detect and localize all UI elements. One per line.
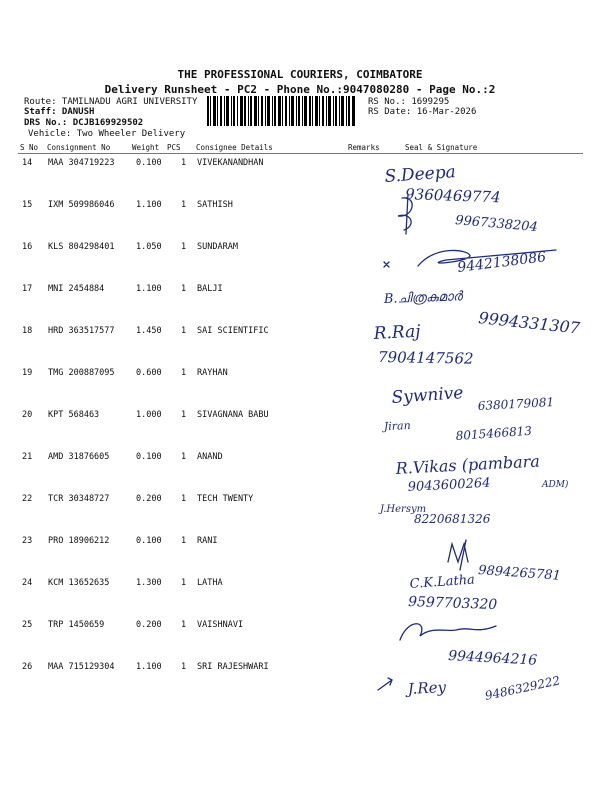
row-weight: 0.100: [136, 452, 162, 462]
runsheet-subtitle: Delivery Runsheet - PC2 - Phone No.:9047080280 - Page No.:2: [104, 83, 496, 96]
col-consignee: Consignee Details: [196, 143, 273, 152]
row-consignment: KPT 568463: [48, 410, 100, 420]
row-pcs: 1: [181, 494, 187, 504]
row-pcs: 1: [181, 326, 187, 336]
row-sno: 16: [22, 242, 33, 252]
table-row: [0, 284, 600, 304]
row-consignee: RANI: [197, 536, 218, 546]
signature-note: ADM): [542, 480, 569, 490]
vehicle-label: Vehicle: Two Wheeler Delivery: [28, 129, 186, 139]
row-weight: 0.100: [136, 158, 162, 168]
signature-phone: 8015466813: [455, 423, 533, 443]
row-weight: 1.000: [136, 410, 162, 420]
table-row: [0, 494, 600, 514]
row-weight: 1.050: [136, 242, 162, 252]
row-sno: 15: [22, 200, 33, 210]
row-consignment: MAA 304719223: [48, 158, 115, 168]
table-row: [0, 536, 600, 556]
row-sno: 20: [22, 410, 33, 420]
row-consignee: VAISHNAVI: [197, 620, 244, 630]
row-consignment: PRO 18906212: [48, 536, 110, 546]
row-consignment: IXM 509986046: [48, 200, 115, 210]
row-sno: 21: [22, 452, 33, 462]
table-row: [0, 410, 600, 430]
row-pcs: 1: [181, 158, 187, 168]
signature-name: S.Deepa: [383, 162, 457, 187]
signature-phone: 8220681326: [414, 512, 491, 526]
signature-name: J.Hersym: [380, 504, 427, 515]
table-row: [0, 158, 600, 178]
row-consignment: KCM 13652635: [48, 578, 110, 588]
row-weight: 0.200: [136, 620, 162, 630]
row-pcs: 1: [181, 284, 187, 294]
row-sno: 22: [22, 494, 33, 504]
signature-phone: 9043600264: [407, 475, 491, 495]
row-weight: 1.300: [136, 578, 162, 588]
row-pcs: 1: [181, 200, 187, 210]
signature-phone: 9360469774: [404, 185, 501, 207]
signature-phone: 9597703320: [407, 594, 498, 614]
row-weight: 1.450: [136, 326, 162, 336]
row-consignee: VIVEKANANDHAN: [197, 158, 264, 168]
row-consignee: LATHA: [197, 578, 223, 588]
signature-name: B.ചിത്രകുമാർ: [383, 289, 463, 307]
rs-number: RS No.: 1699295: [368, 97, 450, 107]
row-consignment: MAA 715129304: [48, 662, 115, 672]
table-row: [0, 662, 600, 682]
row-consignee: TECH TWENTY: [197, 494, 254, 504]
signature-name: C.K.Latha: [409, 572, 476, 592]
row-weight: 1.100: [136, 200, 162, 210]
row-consignee: ANAND: [197, 452, 223, 462]
row-pcs: 1: [181, 620, 187, 630]
staff-label: Staff: DANUSH: [24, 107, 95, 117]
table-row: [0, 452, 600, 472]
signature-name: J.Rey: [407, 678, 447, 698]
table-row: [0, 578, 600, 598]
row-pcs: 1: [181, 242, 187, 252]
row-weight: 1.100: [136, 662, 162, 672]
row-consignment: AMD 31876605: [48, 452, 110, 462]
row-consignment: HRD 363517577: [48, 326, 115, 336]
signature-phone: 6380179081: [477, 395, 555, 413]
row-weight: 1.100: [136, 284, 162, 294]
row-sno: 14: [22, 158, 33, 168]
row-pcs: 1: [181, 452, 187, 462]
table-row: [0, 368, 600, 388]
row-pcs: 1: [181, 662, 187, 672]
col-weight: Weight: [132, 143, 160, 152]
row-sno: 18: [22, 326, 33, 336]
signature-phone: 9894265781: [477, 563, 562, 584]
signature-phone: 9442138086: [456, 249, 547, 276]
drs-number: DRS No.: DCJB169929502: [24, 118, 144, 128]
row-consignee: SRI RAJESHWARI: [197, 662, 269, 672]
table-row: [0, 242, 600, 262]
row-consignment: TMG 200887095: [48, 368, 115, 378]
table-row: [0, 620, 600, 640]
signature-phone: 9486329222: [483, 673, 562, 703]
signature-phone: 9994331307: [477, 308, 581, 338]
row-pcs: 1: [181, 368, 187, 378]
row-consignment: MNI 2454884: [48, 284, 105, 294]
row-sno: 24: [22, 578, 33, 588]
col-pcs: PCS: [167, 143, 181, 152]
row-consignee: SIVAGNANA BABU: [197, 410, 269, 420]
row-consignee: RAYHAN: [197, 368, 228, 378]
row-pcs: 1: [181, 578, 187, 588]
row-sno: 19: [22, 368, 33, 378]
row-consignee: SATHISH: [197, 200, 233, 210]
row-pcs: 1: [181, 410, 187, 420]
header-rule: [18, 153, 583, 154]
row-weight: 0.600: [136, 368, 162, 378]
signature-name: Jiran: [383, 419, 411, 433]
col-seal-signature: Seal & Signature: [405, 143, 478, 152]
signature-phone: 9944964216: [447, 648, 538, 669]
signature-phone: 9967338204: [454, 213, 539, 236]
row-consignment: TRP 1450659: [48, 620, 105, 630]
col-sno: S No: [20, 143, 39, 152]
row-consignment: KLS 804298401: [48, 242, 115, 252]
barcode: [207, 96, 355, 126]
signature-name: Sywnive: [390, 383, 465, 408]
route-label: Route: TAMILNADU AGRI UNIVERSITY: [24, 97, 198, 107]
company-title: THE PROFESSIONAL COURIERS, COIMBATORE: [177, 68, 423, 81]
table-row: [0, 326, 600, 346]
row-pcs: 1: [181, 536, 187, 546]
rs-date: RS Date: 16-Mar-2026: [368, 107, 477, 117]
table-row: [0, 200, 600, 220]
signature-name: R.Vikas (pambara: [395, 451, 541, 478]
row-consignment: TCR 30348727: [48, 494, 110, 504]
row-consignee: SUNDARAM: [197, 242, 238, 252]
row-weight: 0.100: [136, 536, 162, 546]
row-sno: 17: [22, 284, 33, 294]
row-sno: 25: [22, 620, 33, 630]
col-remarks: Remarks: [348, 143, 380, 152]
signature-phone: 7904147562: [377, 348, 474, 368]
col-consignment: Consignment No: [47, 143, 111, 152]
row-sno: 26: [22, 662, 33, 672]
row-consignee: BALJI: [197, 284, 223, 294]
row-sno: 23: [22, 536, 33, 546]
row-consignee: SAI SCIENTIFIC: [197, 326, 269, 336]
signature-name: R.Raj: [373, 321, 422, 344]
row-weight: 0.200: [136, 494, 162, 504]
